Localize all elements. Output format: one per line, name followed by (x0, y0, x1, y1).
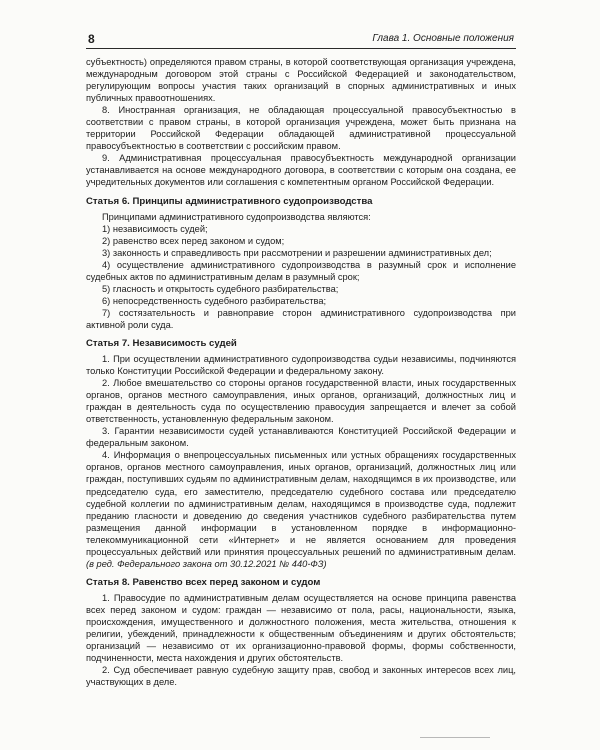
article-6-lead: Принципами административного судопроизводства являются: (102, 211, 371, 222)
amendment-note: (в ред. Федерального закона от 30.12.2021 № 440-ФЗ) (86, 558, 327, 569)
running-header (86, 32, 516, 49)
article-7-paragraph-4-text: 4. Информация о внепроцессуальных письменных или устных обращениях государственных органов, органов местного самоуправления, иных органов, организаций, должностных лиц или граждан, поступивших судьям по административным делам, находящимся в их производстве, или председателю суда, его заместителю, председателю судебного состава или председателю судебной коллегии по административным делам, находящимся в производстве суда, подлежит преданию гласности и доведению до сведения участников судебного разбирательства путем размещения данной информации в установленном порядке в информационно-телекоммуникационной сети «Интернет» и не является основанием для проведения процессуальных действий или принятия процессуальных решений по административным делам. (86, 450, 516, 557)
footer-divider (420, 737, 490, 738)
article-6-item-4: 4) осуществление административного судопроизводства в разумный срок и исполнение судебных актов по административным делам в разумный срок; (86, 259, 516, 282)
article-7-paragraph-3: 3. Гарантии независимости судей устанавливаются Конституцией Российской Федерации и федеральным законом. (86, 426, 516, 449)
paragraph-8: 8. Иностранная организация, не обладающая процессуальной правосубъектностью в соответствии с правом страны, в которой организация учреждена, может быть признана на территории Российской Федерации обладающей административной процессуальной правосубъектностью в соответствии с российским правом. (86, 105, 516, 152)
page-number: 8 (88, 32, 95, 46)
article-6-heading: Статья 6. Принципы административного судопроизводства (86, 195, 373, 207)
article-8-paragraph-2: 2. Суд обеспечивает равную судебную защиту прав, свобод и законных интересов всех лиц, участвующих в деле. (86, 665, 516, 688)
article-7-paragraph-2: 2. Любое вмешательство со стороны органов государственной власти, иных государственных органов, органов местного самоуправления, иных органов, организаций, должностных лиц и граждан в деятельность суда по осуществлению правосудия запрещается и влечет за собой ответственность, установленную федеральным законом. (86, 378, 516, 425)
article-7-paragraph-1: 1. При осуществлении административного судопроизводства судьи независимы, подчиняются только Конституции Российской Федерации и федеральному закону. (86, 353, 516, 377)
article-8-heading: Статья 8. Равенство всех перед законом и судом (86, 576, 321, 588)
article-6-item-5: 5) гласность и открытость судебного разбирательства; (102, 283, 339, 294)
page-body (86, 56, 516, 688)
article-8-paragraph-1: 1. Правосудие по административным делам осуществляется на основе принципа равенства всех перед законом и судом: граждан — независимо от пола, расы, национальности, языка, происхождения, имущественного и должностного положения, места жительства, отношения к религии, убеждений, принадлежности к общественным объединениям и других обстоятельств; организаций — независимо от их организационно-правовой формы, формы собственности, подчиненности, места нахождения и других обстоятельств. (86, 592, 516, 664)
article-6-item-6: 6) непосредственность судебного разбирательства; (102, 295, 327, 306)
article-7-paragraph-4 (86, 449, 516, 569)
chapter-title: Глава 1. Основные положения (372, 33, 514, 44)
article-6-item-1: 1) независимость судей; (102, 223, 208, 234)
intro-paragraph-continued: субъектность) определяются правом страны, в которой соответствующая организация учреждена, международным договором этой страны с Российской Федерацией и законодательством, регулирующим вопросы участия таких организаций в спорных административных и иных публичных правоотношениях. (86, 57, 516, 104)
article-6-item-2: 2) равенство всех перед законом и судом; (102, 235, 285, 246)
article-6-item-3: 3) законность и справедливость при рассмотрении и разрешении административных дел; (102, 247, 492, 258)
article-6-item-7: 7) состязательность и равноправие сторон административного судопроизводства при активной роли суда. (86, 307, 516, 330)
paragraph-9: 9. Административная процессуальная правосубъектность международной организации устанавливается на основе международного договора, в соответствии с которым она создана, ее учредительных документов или соглашения с компетентным органом Российской Федерации. (86, 153, 516, 188)
article-7-heading: Статья 7. Независимость судей (86, 337, 237, 349)
